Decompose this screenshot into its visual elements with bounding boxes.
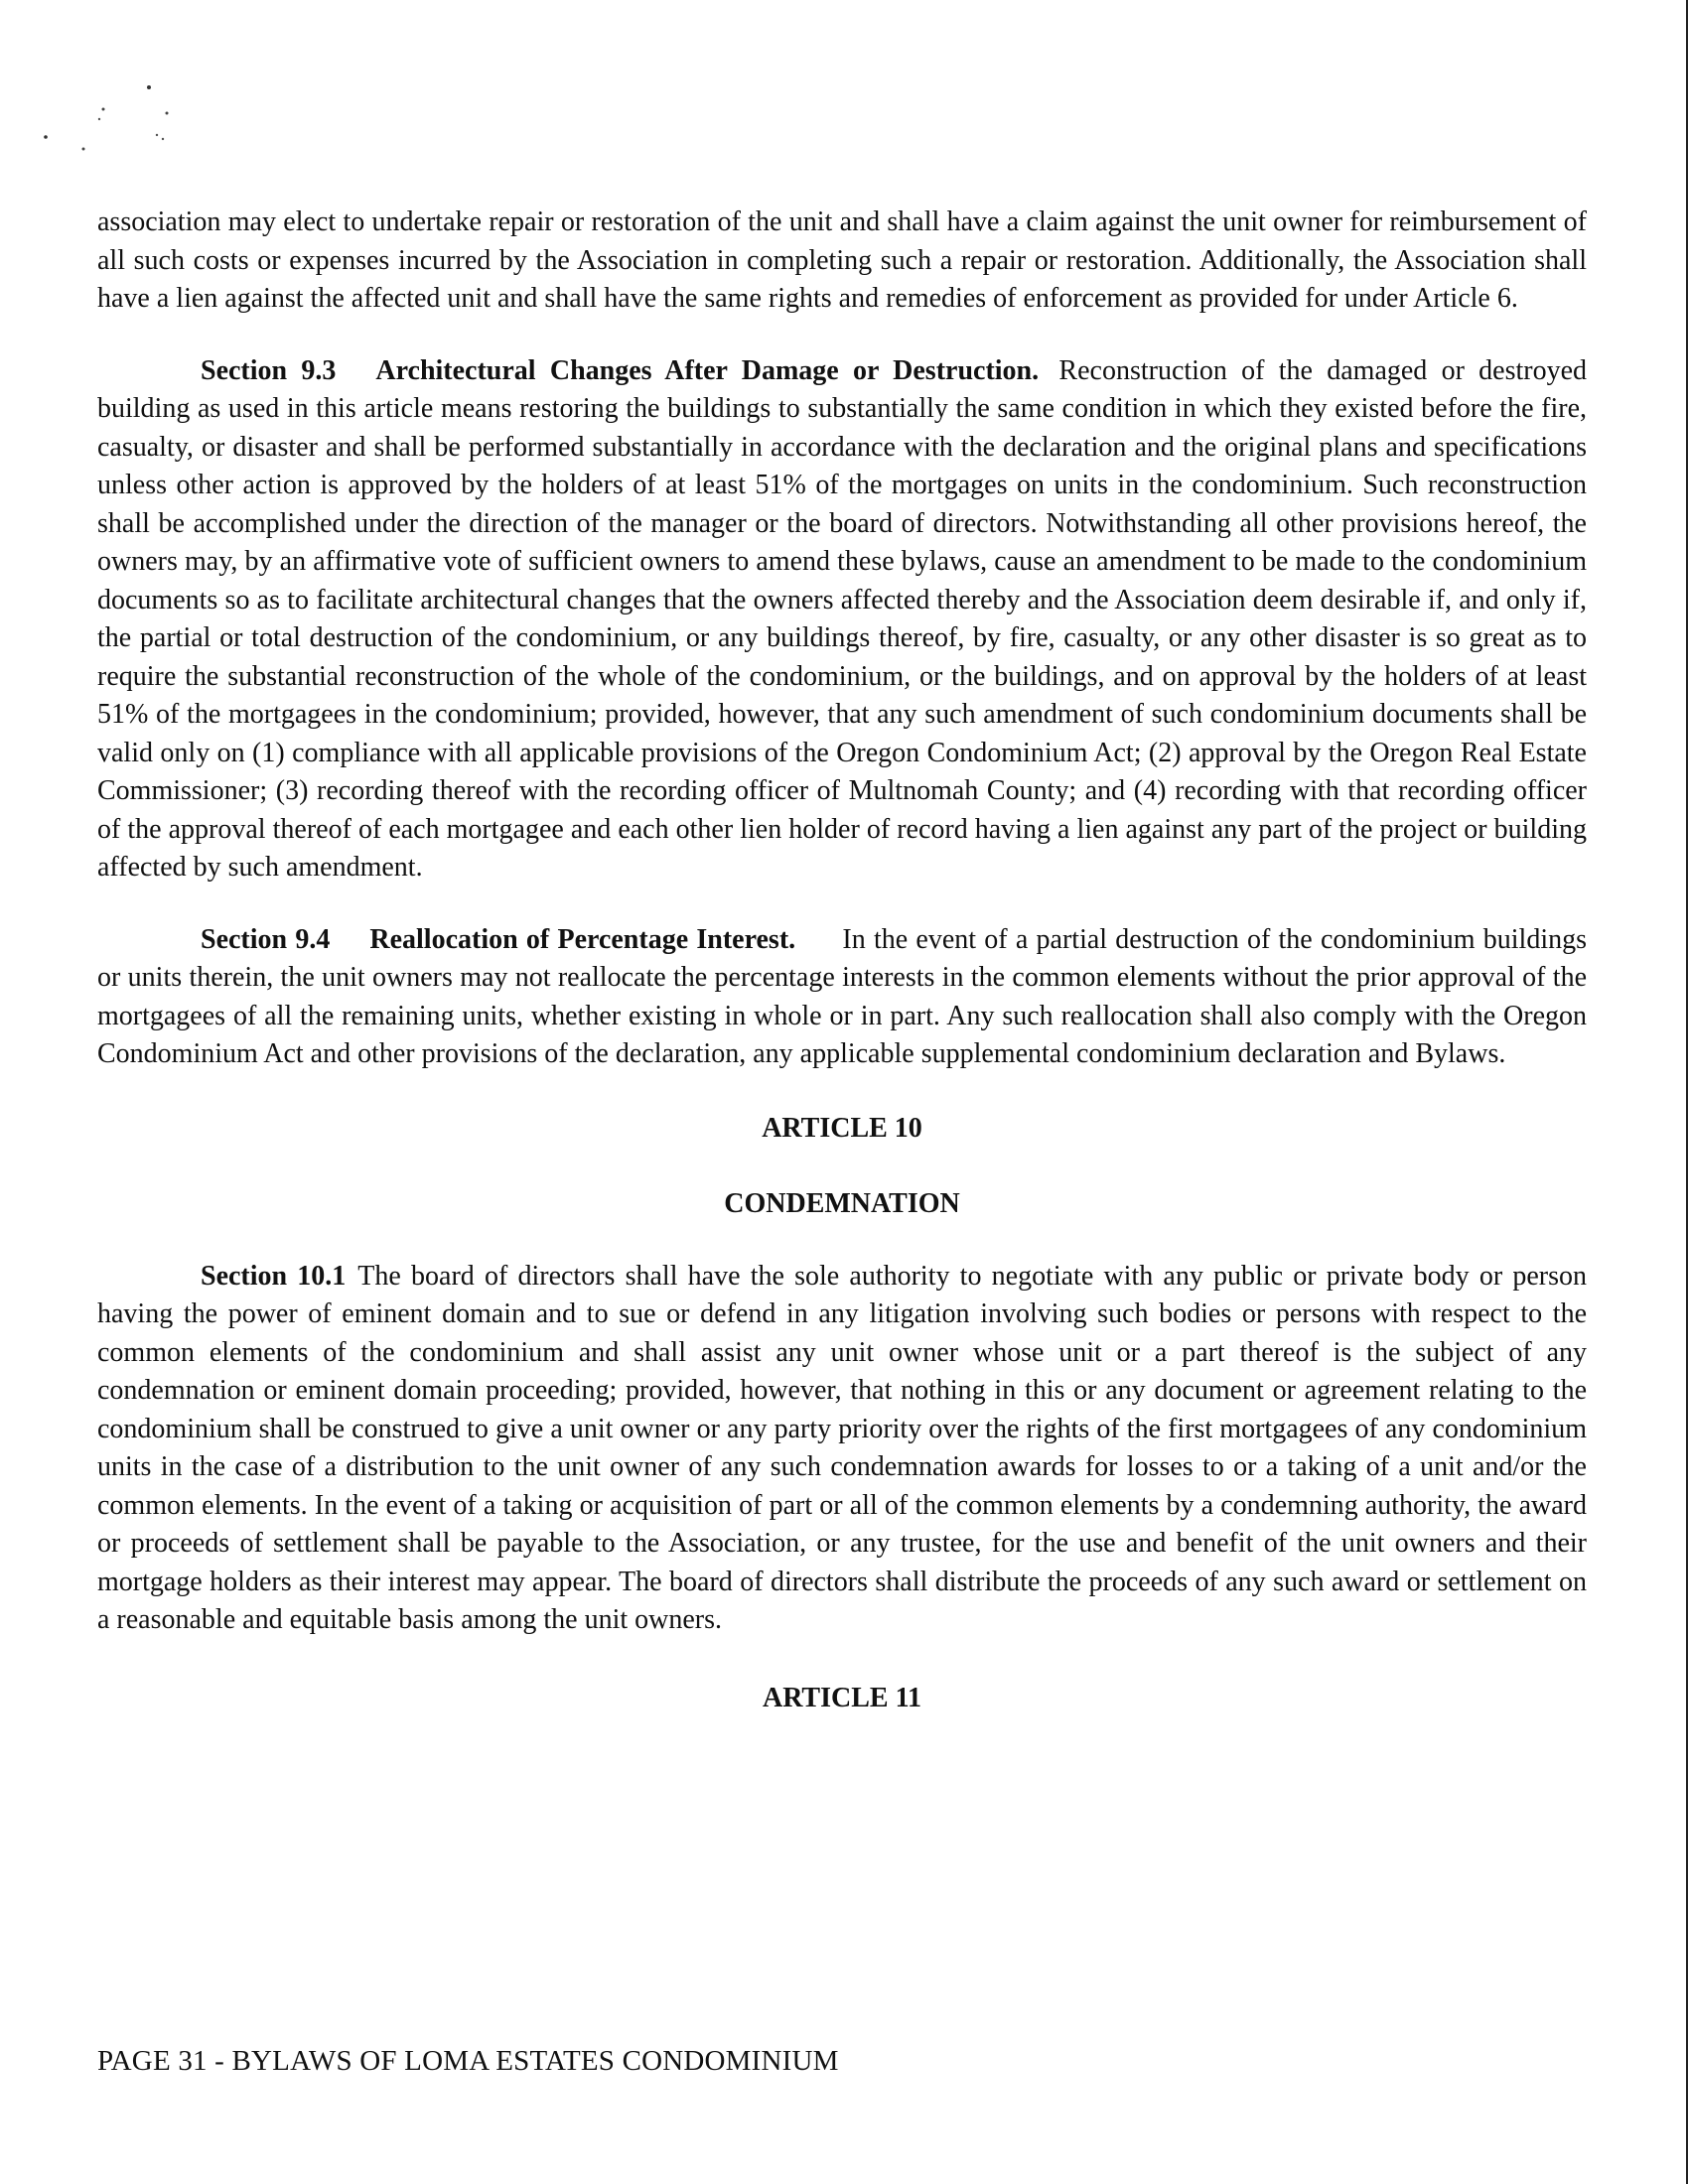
section-title: Reallocation of Percentage Interest. bbox=[369, 923, 796, 955]
section-text: Reconstruction of the damaged or destroyed building as used in this article means restoring the buildings to substantially the same condition in which they existed before the fire, casualty, or disaster and shall be performed substantially in accordance with the declaration and the original plans and specifications unless other action is approved by the holders of at least 51% of the mortgages on units in the condominium. Such reconstruction shall be accomplished under the direction of the manager or the board of directors. Notwithstanding all other provisions hereof, the owners may, by an affirmative vote of sufficient owners to amend these bylaws, cause an amendment to be made to the condominium documents so as to facilitate architectural changes that the owners affected thereby and the Association deem desirable if, and only if, the partial or total destruction of the condominium, or any buildings thereof, by fire, casualty, or any other disaster is so great as to require the substantial reconstruction of the whole of the condominium, or the buildings, and on approval by the holders of at least 51% of the mortgagees in the condominium; provided, however, that any such amendment of such condominium documents shall be valid only on (1) compliance with all applicable provisions of the Oregon Condominium Act; (2) approval by the Oregon Real Estate Commissioner; (3) recording thereof with the recording officer of Multnomah County; and (4) recording with that recording officer of the approval thereof of each mortgagee and each other lien holder of record having a lien against any part of the project or building affected by such amendment. bbox=[97, 354, 1588, 883]
section-9-4 bbox=[97, 921, 1587, 1074]
opening-paragraph: association may elect to undertake repair or restoration of the unit and shall have a claim against the unit owner for reimbursement of all such costs or expenses incurred by the Association in completing such a repair or restoration. Additionally, the Association shall have a lien against the affected unit and shall have the same rights and remedies of enforcement as provided for under Article 6. bbox=[97, 206, 1587, 314]
section-10-1 bbox=[97, 1258, 1587, 1640]
article-11-label: ARTICLE 11 bbox=[762, 1682, 922, 1713]
section-text: The board of directors shall have the sole authority to negotiate with any public or private body or person having the power of eminent domain and to sue or defend in any litigation involving such bodies or persons with respect to the common elements of the condominium and shall assist any unit owner whose unit or a part thereof is the subject of any condemnation or eminent domain proceeding; provided, however, that nothing in this or any document or agreement relating to the condominium shall be construed to give a unit owner or any party priority over the rights of the first mortgagees of any condominium units in the case of a distribution to the unit owner of any such condemnation awards for losses to or a taking of a unit and/or the common elements. In the event of a taking or acquisition of part or all of the common elements by a condemning authority, the award or proceeds of settlement shall be payable to the Association, or any trustee, for the use and benefit of the unit owners and their mortgage holders as their interest may appear. The board of directors shall distribute the proceeds of any such award or settlement on a reasonable and equitable basis among the unit owners. bbox=[97, 1260, 1587, 1635]
scan-specks bbox=[40, 69, 218, 169]
section-9-3 bbox=[97, 352, 1587, 887]
page-footer: PAGE 31 - BYLAWS OF LOMA ESTATES CONDOMINIUM bbox=[97, 2045, 839, 2077]
document-body bbox=[97, 204, 1587, 1717]
article-10-label: ARTICLE 10 bbox=[762, 1112, 922, 1144]
section-number: Section 9.4 bbox=[201, 923, 331, 955]
section-title: Architectural Changes After Damage or Destruction. bbox=[375, 354, 1040, 386]
article-10-title: CONDEMNATION bbox=[724, 1188, 960, 1219]
section-number: Section 9.3 bbox=[201, 354, 337, 386]
section-text: In the event of a partial destruction of the condominium buildings or units therein, the unit owners may not reallocate the percentage interests in the common elements without the prior approval of the mortgagees of all the remaining units, whether existing in whole or in part. Any such reallocation shall also comply with the Oregon Condominium Act and other provisions of the declaration, any applicable supplemental condominium declaration and Bylaws. bbox=[97, 923, 1588, 1069]
section-number: Section 10.1 bbox=[201, 1260, 347, 1292]
